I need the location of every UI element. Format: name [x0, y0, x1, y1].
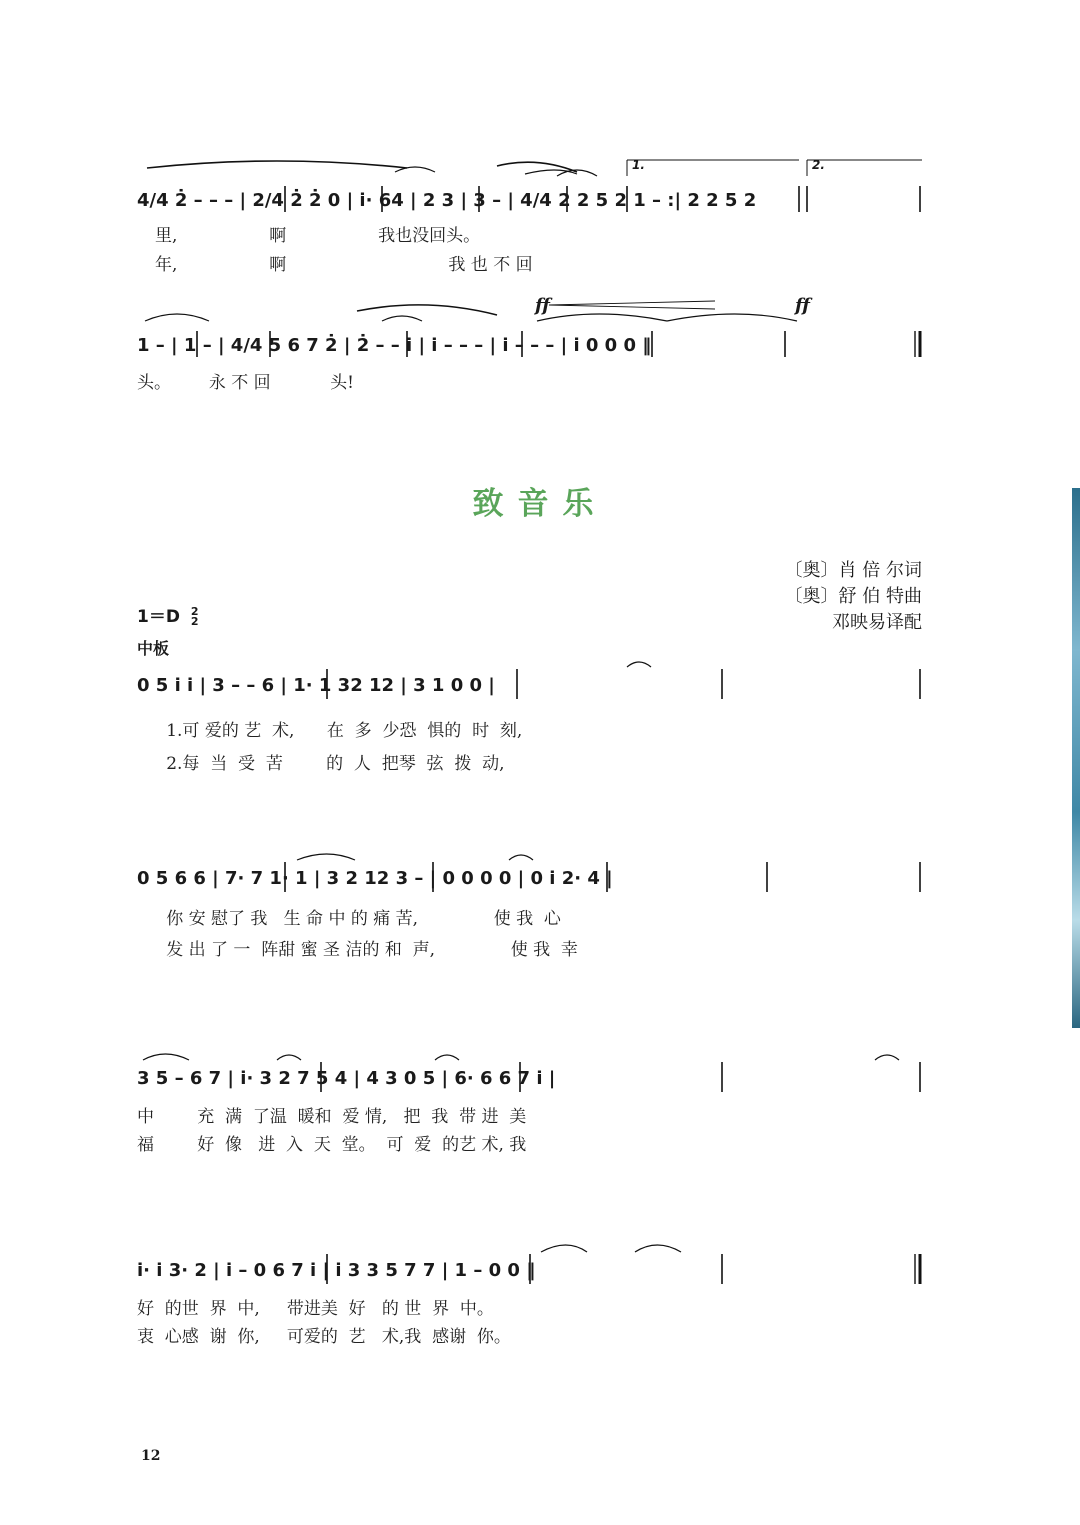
score-row-2 [137, 295, 922, 365]
song-line-3-verse-2: 福 好 像 进 入 天 堂。 可 爱 的艺 术, 我 [137, 1135, 527, 1155]
song-line-4-verse-2: 衷 心感 谢 你, 可爱的 艺 术,我 感谢 你。 [137, 1327, 511, 1347]
notes-row-2: 1 – | 1 – | 4/4 5 6 7 2̇ | 2̇ – – i | i – – – | i – – – | i 0 0 0 ‖ [137, 335, 652, 356]
lyricist-credit: 〔奥〕肖 倍 尔词 [784, 560, 922, 581]
time-signature-top: 2 [190, 605, 199, 618]
song-line-4 [137, 1250, 922, 1290]
lyrics-row-1-verse-2: 年, 啊 我 也 不 回 [155, 255, 533, 275]
key-signature [137, 602, 199, 627]
song-line-4-verse-1: 好 的世 界 中, 带进美 好 的 世 界 中。 [137, 1299, 494, 1319]
tempo-marking: 中板 [137, 639, 170, 658]
score-row-1 [137, 158, 922, 220]
song-line-2 [137, 858, 922, 898]
volta-2-label: 2. [812, 158, 825, 172]
song-line-1 [137, 665, 922, 705]
composer-credit: 〔奥〕舒 伯 特曲 [784, 586, 922, 607]
song-line-3-notes: 3 5 – 6 7 | i· 3 2 7 5 4 | 4 3 0 5 | 6· 6 6 7 i | [137, 1068, 556, 1089]
page-edge-decoration [1072, 488, 1080, 1028]
dynamic-marking-1: ff [535, 295, 550, 316]
song-line-1-verse-2: 2.每 当 受 苦 的 人 把琴 弦 拨 动, [150, 754, 505, 774]
song-line-2-notes: 0 5 6 6 | 7· 7 1· 1 | 3 2 12 3 – | 0 0 0 0 | 0 i 2· 4 | [137, 868, 613, 889]
lyrics-row-1-verse-1: 里, 啊 我也没回头。 [155, 226, 481, 246]
song-line-1-notes: 0 5 i i | 3 – – 6 | 1· 1 32 12 | 3 1 0 0 | [137, 675, 495, 696]
song-line-3 [137, 1058, 922, 1098]
page-number: 12 [141, 1448, 161, 1464]
song-line-3-verse-1: 中 充 满 了温 暖和 爱 情, 把 我 带 进 美 [137, 1107, 527, 1127]
song-line-4-notes: i· i 3· 2 | i – 0 6 7 i | i 3 3 5 7 7 | 1 – 0 0 ‖ [137, 1260, 536, 1281]
song-line-1-verse-1: 1.可 爱的 艺 术, 在 多 少恐 惧的 时 刻, [150, 721, 523, 741]
dynamic-marking-2: ff [795, 295, 810, 316]
song-line-2-verse-1: 你 安 慰了 我 生 命 中 的 痛 苦, 使 我 心 [150, 909, 561, 929]
translator-credit: 邓映易译配 [832, 612, 922, 633]
time-signature-bottom: 2 [190, 615, 199, 628]
song-line-2-verse-2: 发 出 了 一 阵甜 蜜 圣 洁的 和 声, 使 我 幸 [150, 940, 578, 960]
lyrics-row-2: 头。 永 不 回 头! [137, 373, 354, 393]
time-signature [191, 607, 199, 627]
notes-row-1: 4/4 2̇ – – – | 2/4 2̇ 2̇ 0 | i· 64 | 2 3 | 3 – | 4/4 2 2 5 2 1 – :| 2 2 5 2 [137, 190, 757, 211]
volta-1-label: 1. [632, 158, 645, 172]
key-label: 1＝D [137, 607, 180, 627]
song-title: 致音乐 [472, 486, 608, 522]
